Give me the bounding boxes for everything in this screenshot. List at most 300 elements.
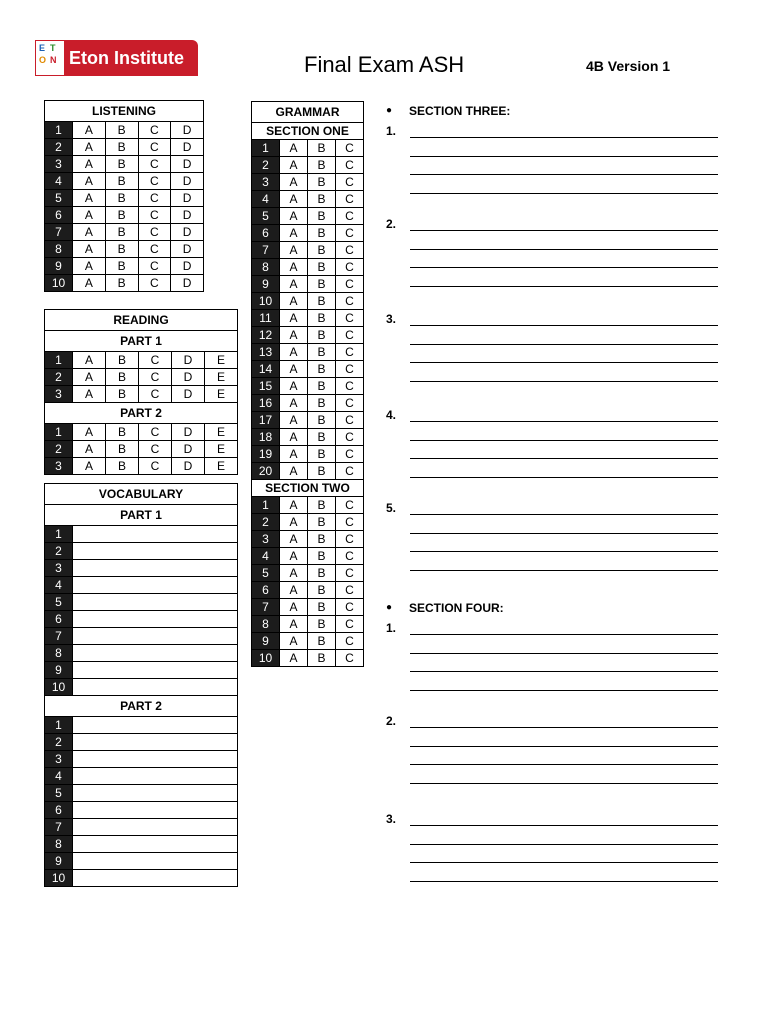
answer-option[interactable]: A [280, 174, 308, 191]
answer-option[interactable]: D [172, 352, 205, 369]
answer-line[interactable] [410, 362, 718, 363]
question-number: 3. [386, 812, 397, 826]
answer-option[interactable]: D [171, 258, 204, 275]
answer-row [252, 548, 364, 565]
answer-line[interactable] [410, 690, 718, 691]
answer-row [45, 386, 238, 403]
question-number: 7 [45, 628, 73, 645]
answer-row [45, 734, 238, 751]
page-title: Final Exam ASH [304, 52, 465, 77]
answer-option[interactable]: D [172, 424, 205, 441]
answer-option[interactable]: B [105, 241, 138, 258]
question-number: 20 [252, 463, 280, 480]
answer-option[interactable]: C [336, 514, 364, 531]
answer-option[interactable]: B [308, 191, 336, 208]
answer-blank[interactable] [73, 594, 238, 611]
answer-option[interactable]: C [139, 441, 172, 458]
answer-option[interactable]: C [336, 463, 364, 480]
answer-option[interactable]: C [336, 429, 364, 446]
answer-row [252, 140, 364, 157]
answer-option[interactable]: B [106, 369, 139, 386]
answer-option[interactable]: D [171, 173, 204, 190]
answer-blank[interactable] [73, 768, 238, 785]
answer-option[interactable]: B [308, 344, 336, 361]
answer-blank[interactable] [73, 853, 238, 870]
vocabulary-answer-grid [44, 483, 238, 887]
answer-option[interactable]: C [336, 225, 364, 242]
question-number: 2 [252, 157, 280, 174]
answer-option[interactable]: B [105, 224, 138, 241]
answer-option[interactable]: B [308, 463, 336, 480]
answer-option[interactable]: C [138, 173, 171, 190]
answer-option[interactable]: D [172, 441, 205, 458]
part-heading: PART 2 [45, 696, 238, 717]
answer-row [252, 599, 364, 616]
answer-option[interactable]: A [280, 463, 308, 480]
answer-row [45, 190, 204, 207]
answer-blank[interactable] [73, 802, 238, 819]
answer-row [252, 395, 364, 412]
answer-line[interactable] [410, 783, 718, 784]
answer-row [252, 191, 364, 208]
answer-row [252, 361, 364, 378]
question-number: 7 [45, 224, 73, 241]
answer-row [252, 327, 364, 344]
question-number: 2 [45, 441, 73, 458]
question-number: 3 [45, 560, 73, 577]
question-number: 9 [45, 258, 73, 275]
answer-row [45, 543, 238, 560]
answer-option[interactable]: B [308, 225, 336, 242]
answer-option[interactable]: B [308, 174, 336, 191]
answer-option[interactable]: A [73, 441, 106, 458]
answer-row [252, 310, 364, 327]
answer-option[interactable]: C [138, 224, 171, 241]
answer-option[interactable]: C [336, 582, 364, 599]
answer-line[interactable] [410, 249, 718, 250]
answer-option[interactable]: A [280, 225, 308, 242]
question-number: 2 [45, 369, 73, 386]
answer-option[interactable]: A [280, 208, 308, 225]
question-number: 1 [252, 497, 280, 514]
answer-option[interactable]: C [336, 412, 364, 429]
answer-option[interactable]: A [280, 344, 308, 361]
answer-line[interactable] [410, 381, 718, 382]
answer-line[interactable] [410, 844, 718, 845]
answer-row [45, 560, 238, 577]
answer-option[interactable]: D [171, 139, 204, 156]
answer-option[interactable]: C [336, 599, 364, 616]
question-number: 8 [45, 645, 73, 662]
answer-option[interactable]: D [172, 458, 205, 475]
listening-heading: LISTENING [45, 101, 204, 122]
answer-option[interactable]: A [280, 276, 308, 293]
answer-option[interactable]: B [308, 650, 336, 667]
answer-row [45, 352, 238, 369]
question-number: 8 [45, 241, 73, 258]
answer-option[interactable]: A [280, 565, 308, 582]
answer-option[interactable]: B [308, 157, 336, 174]
answer-row [252, 429, 364, 446]
answer-option[interactable]: D [171, 241, 204, 258]
answer-row [45, 768, 238, 785]
answer-option[interactable]: B [308, 599, 336, 616]
answer-option[interactable]: B [308, 497, 336, 514]
answer-option[interactable]: A [73, 156, 106, 173]
answer-line[interactable] [410, 193, 718, 194]
answer-option[interactable]: C [336, 327, 364, 344]
answer-option[interactable]: A [73, 258, 106, 275]
answer-option[interactable]: A [73, 241, 106, 258]
answer-option[interactable]: A [73, 139, 106, 156]
answer-option[interactable]: A [280, 293, 308, 310]
answer-option[interactable]: C [138, 122, 171, 139]
answer-row [252, 582, 364, 599]
answer-option[interactable]: C [139, 352, 172, 369]
answer-option[interactable]: C [138, 207, 171, 224]
answer-option[interactable]: D [171, 207, 204, 224]
answer-option[interactable]: C [336, 548, 364, 565]
answer-option[interactable]: A [280, 361, 308, 378]
answer-blank[interactable] [73, 836, 238, 853]
answer-option[interactable]: B [308, 616, 336, 633]
answer-row [252, 565, 364, 582]
answer-option[interactable]: D [171, 190, 204, 207]
answer-option[interactable]: A [73, 224, 106, 241]
answer-option[interactable]: A [280, 157, 308, 174]
answer-option[interactable]: D [171, 224, 204, 241]
question-number: 6 [252, 582, 280, 599]
answer-option[interactable]: A [280, 548, 308, 565]
answer-line[interactable] [410, 156, 718, 157]
answer-line[interactable] [410, 421, 718, 422]
answer-option[interactable]: A [73, 386, 106, 403]
question-number: 12 [252, 327, 280, 344]
answer-row [45, 207, 204, 224]
question-number: 5 [45, 594, 73, 611]
answer-line[interactable] [410, 881, 718, 882]
answer-option[interactable]: A [280, 140, 308, 157]
answer-row [252, 531, 364, 548]
part-heading-row [45, 505, 238, 526]
answer-line[interactable] [410, 634, 718, 635]
answer-option[interactable]: C [336, 157, 364, 174]
question-number: 6 [252, 225, 280, 242]
answer-option[interactable]: C [336, 531, 364, 548]
question-number: 6 [45, 611, 73, 628]
answer-row [45, 526, 238, 543]
answer-option[interactable]: A [280, 378, 308, 395]
answer-option[interactable]: A [280, 327, 308, 344]
answer-option[interactable]: B [105, 139, 138, 156]
answer-line[interactable] [410, 440, 718, 441]
question-number: 6 [45, 207, 73, 224]
answer-option[interactable]: B [105, 122, 138, 139]
answer-option[interactable]: A [73, 424, 106, 441]
answer-option[interactable]: B [308, 310, 336, 327]
question-number: 1 [45, 352, 73, 369]
answer-option[interactable]: A [280, 242, 308, 259]
question-number: 1. [386, 124, 397, 138]
answer-option[interactable]: C [336, 242, 364, 259]
answer-option[interactable]: B [308, 327, 336, 344]
answer-option[interactable]: A [280, 599, 308, 616]
part-heading-row [45, 696, 238, 717]
answer-option[interactable]: D [171, 122, 204, 139]
question-number: 3 [45, 386, 73, 403]
answer-blank[interactable] [73, 645, 238, 662]
question-number: 3 [45, 751, 73, 768]
question-number: 11 [252, 310, 280, 327]
answer-option[interactable]: A [280, 514, 308, 531]
answer-option[interactable]: B [308, 361, 336, 378]
answer-option[interactable]: A [280, 395, 308, 412]
answer-option[interactable]: B [106, 441, 139, 458]
answer-option[interactable]: A [280, 429, 308, 446]
answer-option[interactable]: E [205, 441, 238, 458]
answer-row [45, 441, 238, 458]
answer-line[interactable] [410, 230, 718, 231]
answer-option[interactable]: B [308, 633, 336, 650]
answer-blank[interactable] [73, 785, 238, 802]
answer-line[interactable] [410, 325, 718, 326]
answer-option[interactable]: C [336, 293, 364, 310]
answer-line[interactable] [410, 174, 718, 175]
answer-line[interactable] [410, 570, 718, 571]
answer-option[interactable]: C [336, 276, 364, 293]
answer-row [45, 611, 238, 628]
question-number: 2 [45, 139, 73, 156]
answer-blank[interactable] [73, 751, 238, 768]
answer-option[interactable]: E [205, 424, 238, 441]
answer-option[interactable]: C [336, 174, 364, 191]
answer-line[interactable] [410, 344, 718, 345]
answer-row [45, 751, 238, 768]
answer-option[interactable]: A [280, 191, 308, 208]
answer-blank[interactable] [73, 717, 238, 734]
answer-option[interactable]: B [105, 173, 138, 190]
answer-option[interactable]: B [308, 276, 336, 293]
answer-line[interactable] [410, 137, 718, 138]
answer-line[interactable] [410, 267, 718, 268]
answer-line[interactable] [410, 551, 718, 552]
answer-option[interactable]: B [308, 446, 336, 463]
answer-option[interactable]: A [280, 497, 308, 514]
answer-option[interactable]: C [138, 156, 171, 173]
answer-blank[interactable] [73, 679, 238, 696]
answer-blank[interactable] [73, 734, 238, 751]
answer-option[interactable]: C [336, 344, 364, 361]
answer-option[interactable]: C [336, 446, 364, 463]
answer-line[interactable] [410, 825, 718, 826]
answer-option[interactable]: B [308, 293, 336, 310]
answer-option[interactable]: A [280, 259, 308, 276]
answer-option[interactable]: A [73, 190, 106, 207]
answer-option[interactable]: D [172, 386, 205, 403]
listening-answer-grid [44, 100, 204, 292]
reading-heading: READING [45, 310, 238, 331]
answer-line[interactable] [410, 671, 718, 672]
answer-option[interactable]: A [280, 582, 308, 599]
answer-option[interactable]: B [106, 352, 139, 369]
answer-option[interactable]: C [336, 565, 364, 582]
answer-option[interactable]: A [280, 531, 308, 548]
answer-option[interactable]: B [105, 190, 138, 207]
answer-option[interactable]: B [105, 275, 138, 292]
answer-line[interactable] [410, 764, 718, 765]
answer-option[interactable]: C [138, 139, 171, 156]
answer-option[interactable]: B [308, 242, 336, 259]
question-number: 13 [252, 344, 280, 361]
answer-option[interactable]: A [73, 275, 106, 292]
answer-option[interactable]: C [336, 633, 364, 650]
answer-option[interactable]: B [105, 258, 138, 275]
answer-option[interactable]: B [308, 514, 336, 531]
section-heading: SECTION THREE: [409, 104, 511, 118]
answer-option[interactable]: B [308, 259, 336, 276]
answer-option[interactable]: B [308, 140, 336, 157]
answer-option[interactable]: B [308, 412, 336, 429]
answer-row [45, 717, 238, 734]
answer-option[interactable]: E [205, 386, 238, 403]
answer-line[interactable] [410, 458, 718, 459]
answer-option[interactable]: B [106, 424, 139, 441]
answer-option[interactable]: B [105, 156, 138, 173]
answer-option[interactable]: B [308, 429, 336, 446]
answer-option[interactable]: C [138, 241, 171, 258]
question-number: 4 [45, 768, 73, 785]
answer-option[interactable]: D [171, 156, 204, 173]
answer-option[interactable]: D [172, 369, 205, 386]
answer-option[interactable]: C [138, 275, 171, 292]
answer-blank[interactable] [73, 662, 238, 679]
answer-row [252, 514, 364, 531]
answer-option[interactable]: C [336, 310, 364, 327]
answer-blank[interactable] [73, 543, 238, 560]
answer-option[interactable]: A [280, 412, 308, 429]
answer-option[interactable]: A [73, 352, 106, 369]
question-number: 2 [252, 514, 280, 531]
answer-line[interactable] [410, 477, 718, 478]
answer-option[interactable]: B [106, 386, 139, 403]
answer-blank[interactable] [73, 526, 238, 543]
answer-option[interactable]: C [139, 424, 172, 441]
answer-option[interactable]: A [73, 207, 106, 224]
answer-blank[interactable] [73, 560, 238, 577]
answer-option[interactable]: C [138, 190, 171, 207]
answer-option[interactable]: B [308, 378, 336, 395]
answer-row [45, 679, 238, 696]
answer-blank[interactable] [73, 628, 238, 645]
answer-line[interactable] [410, 746, 718, 747]
answer-option[interactable]: E [205, 352, 238, 369]
answer-blank[interactable] [73, 870, 238, 887]
answer-row [45, 628, 238, 645]
answer-option[interactable]: C [139, 369, 172, 386]
answer-blank[interactable] [73, 577, 238, 594]
answer-option[interactable]: B [308, 395, 336, 412]
answer-option[interactable]: B [308, 208, 336, 225]
question-number: 7 [252, 242, 280, 259]
answer-option[interactable]: A [280, 616, 308, 633]
answer-option[interactable]: C [336, 208, 364, 225]
answer-row [45, 369, 238, 386]
question-number: 15 [252, 378, 280, 395]
answer-option[interactable]: C [336, 191, 364, 208]
answer-row [45, 139, 204, 156]
answer-option[interactable]: C [138, 258, 171, 275]
answer-blank[interactable] [73, 819, 238, 836]
question-number: 2 [45, 734, 73, 751]
answer-option[interactable]: A [280, 633, 308, 650]
answer-option[interactable]: B [308, 548, 336, 565]
answer-option[interactable]: C [139, 458, 172, 475]
answer-option[interactable]: B [308, 582, 336, 599]
bullet-icon: ● [386, 105, 393, 116]
answer-line[interactable] [410, 653, 718, 654]
answer-option[interactable]: D [171, 275, 204, 292]
answer-option[interactable]: A [280, 650, 308, 667]
question-number: 17 [252, 412, 280, 429]
question-number: 4 [252, 191, 280, 208]
answer-option[interactable]: C [336, 395, 364, 412]
logo-letter: O [39, 55, 47, 65]
answer-row [45, 785, 238, 802]
answer-option[interactable]: E [205, 369, 238, 386]
answer-row [45, 662, 238, 679]
vocabulary-heading: VOCABULARY [45, 484, 238, 505]
answer-option[interactable]: C [336, 259, 364, 276]
answer-option[interactable]: A [280, 310, 308, 327]
answer-row [45, 122, 204, 139]
question-number: 4 [45, 173, 73, 190]
answer-line[interactable] [410, 533, 718, 534]
answer-option[interactable]: C [336, 650, 364, 667]
answer-option[interactable]: C [336, 140, 364, 157]
answer-option[interactable]: A [280, 446, 308, 463]
answer-row [45, 156, 204, 173]
question-number: 16 [252, 395, 280, 412]
answer-option[interactable]: C [336, 378, 364, 395]
answer-option[interactable]: A [73, 369, 106, 386]
part-heading: PART 1 [45, 505, 238, 526]
question-number: 5 [252, 565, 280, 582]
answer-line[interactable] [410, 286, 718, 287]
answer-option[interactable]: A [73, 458, 106, 475]
answer-line[interactable] [410, 862, 718, 863]
question-number: 5 [45, 785, 73, 802]
bullet-icon: ● [386, 602, 393, 613]
answer-option[interactable]: B [308, 531, 336, 548]
question-number: 10 [252, 293, 280, 310]
answer-line[interactable] [410, 514, 718, 515]
answer-blank[interactable] [73, 611, 238, 628]
logo-letter: N [50, 55, 57, 65]
answer-option[interactable]: C [336, 497, 364, 514]
answer-option[interactable]: C [139, 386, 172, 403]
answer-line[interactable] [410, 727, 718, 728]
answer-row [252, 650, 364, 667]
answer-option[interactable]: C [336, 616, 364, 633]
answer-option[interactable]: A [73, 122, 106, 139]
answer-option[interactable]: C [336, 361, 364, 378]
answer-option[interactable]: A [73, 173, 106, 190]
section-heading: SECTION ONE [252, 123, 364, 140]
answer-option[interactable]: E [205, 458, 238, 475]
answer-option[interactable]: B [105, 207, 138, 224]
answer-option[interactable]: B [106, 458, 139, 475]
answer-option[interactable]: B [308, 565, 336, 582]
